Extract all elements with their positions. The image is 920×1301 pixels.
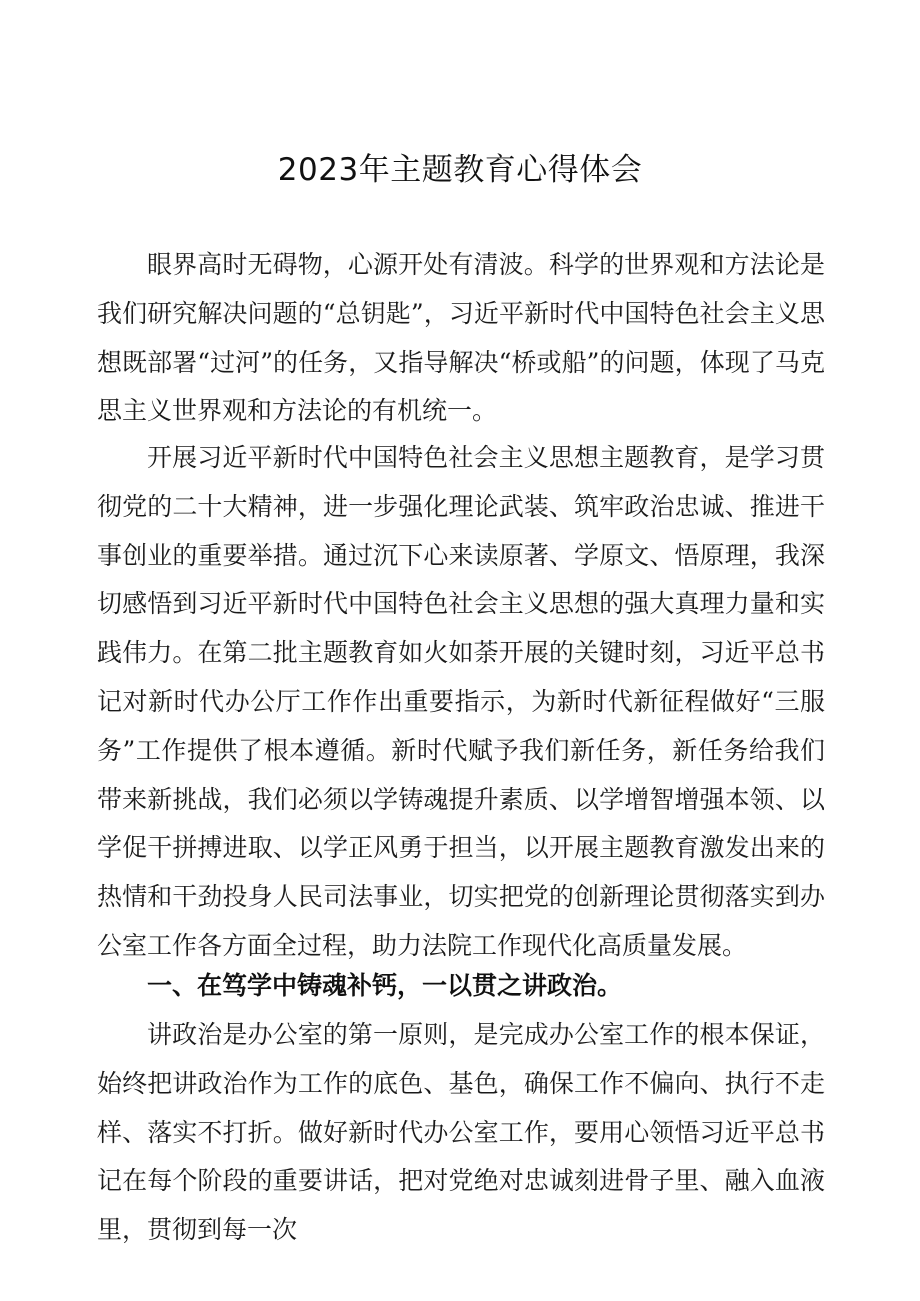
document-title: 2023年主题教育心得体会 bbox=[277, 152, 643, 188]
paragraph-1: 眼界高时无碍物，心源开处有清波。科学的世界观和方法论是我们研究解决问题的“总钥匙”，习近平新时代中国特色社会主义思想既部署“过河”的任务，又指导解决“桥或船”的问题，体现了马克思主义世界观和方法论的有机统一。 bbox=[97, 250, 825, 426]
paragraph-3: 讲政治是办公室的第一原则，是完成办公室工作的根本保证，始终把讲政治作为工作的底色、基色，确保工作不偏向、执行不走样、落实不打折。做好新时代办公室工作，要用心领悟习近平总书记在每个阶段的重要讲话，把对党绝对忠诚刻进骨子里、融入血液里，贯彻到每一次 bbox=[97, 1020, 825, 1245]
section-heading-1: 一、在笃学中铸魂补钙，一以贯之讲政治。 bbox=[147, 971, 623, 1000]
paragraph-2: 开展习近平新时代中国特色社会主义思想主题教育，是学习贯彻党的二十大精神，进一步强化理论武装、筑牢政治忠诚、推进干事创业的重要举措。通过沉下心来读原著、学原文、悟原理，我深切感悟到习近平新时代中国特色社会主义思想的强大真理力量和实践伟力。在第二批主题教育如火如荼开展的关键时刻，习近平总书记对新时代办公厅工作作出重要指示，为新时代新征程做好“三服务”工作提供了根本遵循。新时代赋予我们新任务，新任务给我们带来新挑战，我们必须以学铸魂提升素质、以学增智增强本领、以学促干拼搏进取、以学正风勇于担当，以开展主题教育激发出来的热情和干劲投身人民司法事业，切实把党的创新理论贯彻落实到办公室工作各方面全过程，助力法院工作现代化高质量发展。 bbox=[97, 443, 825, 960]
